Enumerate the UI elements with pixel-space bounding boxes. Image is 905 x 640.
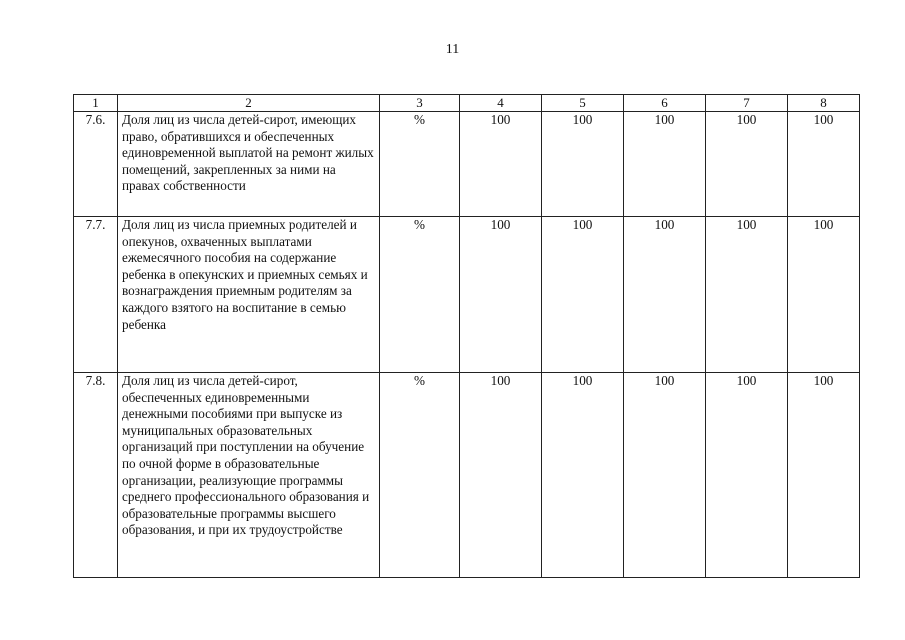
unit-cell: % bbox=[380, 112, 460, 217]
page-number: 11 bbox=[445, 42, 460, 57]
indicator-text: Доля лиц из числа детей-сирот, обеспеченных единовременными денежными пособиями при выпуске из муниципальных образовательных организаций при поступлении на обучение по очной форме в образовательные организации, реализующие программы среднего профессионального образования и образовательные программы высшего образования, и при их трудоустройстве bbox=[118, 373, 380, 578]
column-header: 2 bbox=[118, 95, 380, 112]
row-number: 7.6. bbox=[74, 112, 118, 217]
value-cell: 100 bbox=[788, 373, 860, 578]
table-row bbox=[74, 112, 860, 217]
value-cell: 100 bbox=[460, 217, 542, 373]
value-cell: 100 bbox=[542, 217, 624, 373]
value-cell: 100 bbox=[788, 217, 860, 373]
indicators-table bbox=[73, 94, 860, 578]
column-header: 6 bbox=[624, 95, 706, 112]
column-header: 5 bbox=[542, 95, 624, 112]
indicator-text: Доля лиц из числа приемных родителей и опекунов, охваченных выплатами ежемесячного пособия на содержание ребенка в опекунских и приемных семьях и вознаграждения приемным родителям за каждого взятого на воспитание в семью ребенка bbox=[118, 217, 380, 373]
value-cell: 100 bbox=[788, 112, 860, 217]
column-header: 7 bbox=[706, 95, 788, 112]
unit-cell: % bbox=[380, 373, 460, 578]
column-header: 4 bbox=[460, 95, 542, 112]
row-number: 7.7. bbox=[74, 217, 118, 373]
row-number: 7.8. bbox=[74, 373, 118, 578]
value-cell: 100 bbox=[706, 217, 788, 373]
unit-cell: % bbox=[380, 217, 460, 373]
column-header: 8 bbox=[788, 95, 860, 112]
column-header: 1 bbox=[74, 95, 118, 112]
value-cell: 100 bbox=[542, 112, 624, 217]
value-cell: 100 bbox=[706, 373, 788, 578]
value-cell: 100 bbox=[460, 112, 542, 217]
column-header: 3 bbox=[380, 95, 460, 112]
indicator-text: Доля лиц из числа детей-сирот, имеющих право, обратившихся и обеспеченных единовременной выплатой на ремонт жилых помещений, закрепленных за ними на правах собственности bbox=[118, 112, 380, 217]
value-cell: 100 bbox=[706, 112, 788, 217]
table-row bbox=[74, 217, 860, 373]
table-row bbox=[74, 373, 860, 578]
table-header-row bbox=[74, 95, 860, 112]
value-cell: 100 bbox=[460, 373, 542, 578]
value-cell: 100 bbox=[624, 373, 706, 578]
value-cell: 100 bbox=[624, 217, 706, 373]
value-cell: 100 bbox=[542, 373, 624, 578]
value-cell: 100 bbox=[624, 112, 706, 217]
